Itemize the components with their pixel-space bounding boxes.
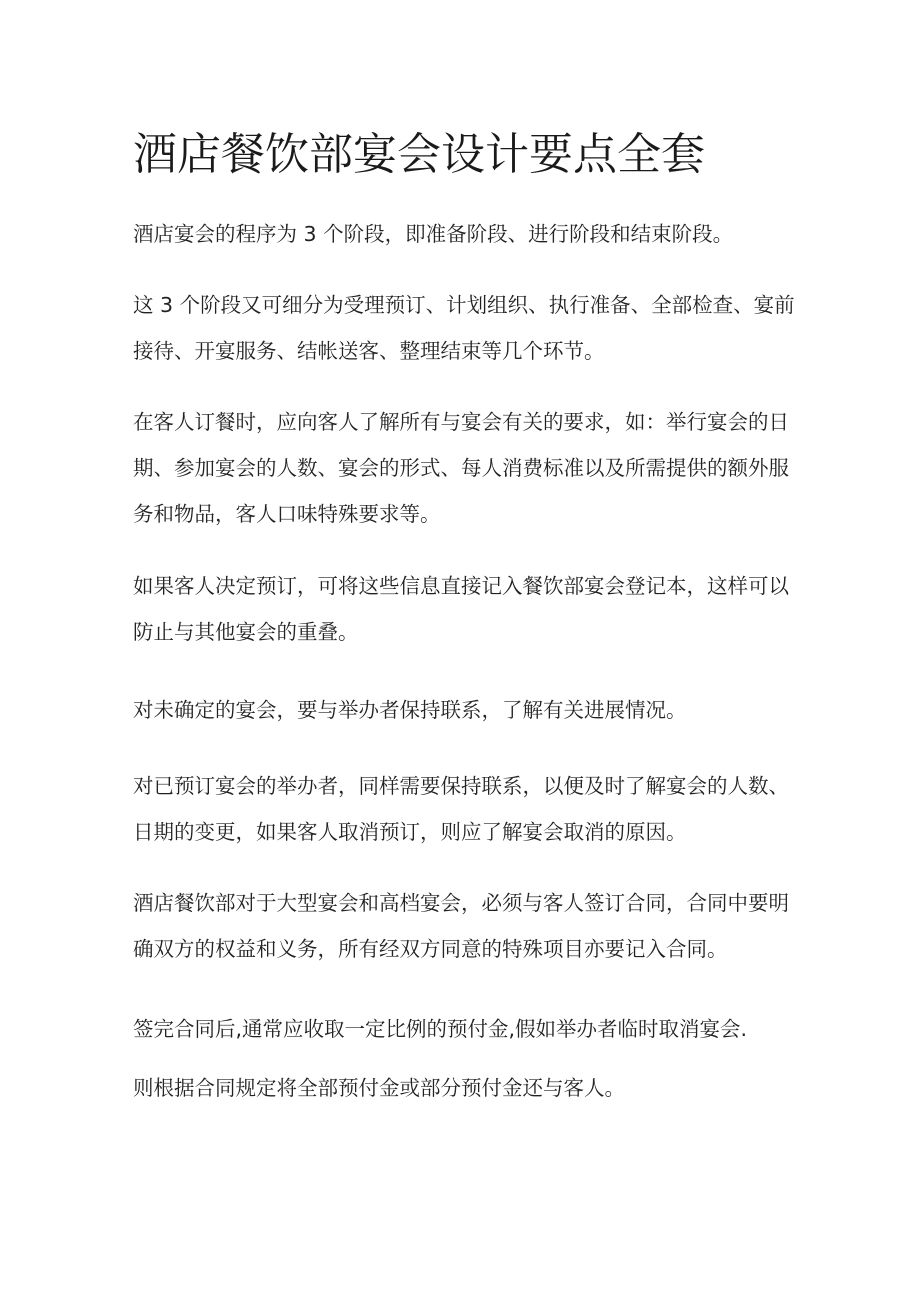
paragraph-7: 酒店餐饮部对于大型宴会和高档宴会，必须与客人签订合同，合同中要明确双方的权益和义务，所有经双方同意的特殊项目亦要记入合同。 (133, 891, 789, 961)
paragraph-3: 在客人订餐时，应向客人了解所有与宴会有关的要求，如：举行宴会的日期、参加宴会的人数、宴会的形式、每人消费标准以及所需提供的额外服务和物品，客人口味特殊要求等。 (133, 410, 789, 526)
paragraph-6: 对已预订宴会的举办者，同样需要保持联系，以便及时了解宴会的人数、日期的变更，如果客人取消预订，则应了解宴会取消的原因。 (133, 774, 789, 844)
paragraph-2: 这 3 个阶段又可细分为受理预订、计划组织、执行准备、全部检查、宴前接待、开宴服务、结帐送客、整理结束等几个环节。 (133, 293, 795, 363)
paragraph-5: 对未确定的宴会，要与举办者保持联系，了解有关进展情况。 (133, 698, 687, 722)
paragraph-9: 则根据合同规定将全部预付金或部分预付金还与客人。 (133, 1076, 625, 1100)
paragraph-8: 签完合同后,通常应收取一定比例的预付金,假如举办者临时取消宴会. (133, 1017, 748, 1041)
document-title: 酒店餐饮部宴会设计要点全套 (133, 129, 705, 180)
paragraph-1: 酒店宴会的程序为 3 个阶段，即准备阶段、进行阶段和结束阶段。 (133, 222, 734, 246)
paragraph-4: 如果客人决定预订，可将这些信息直接记入餐饮部宴会登记本，这样可以防止与其他宴会的重叠。 (133, 574, 789, 644)
